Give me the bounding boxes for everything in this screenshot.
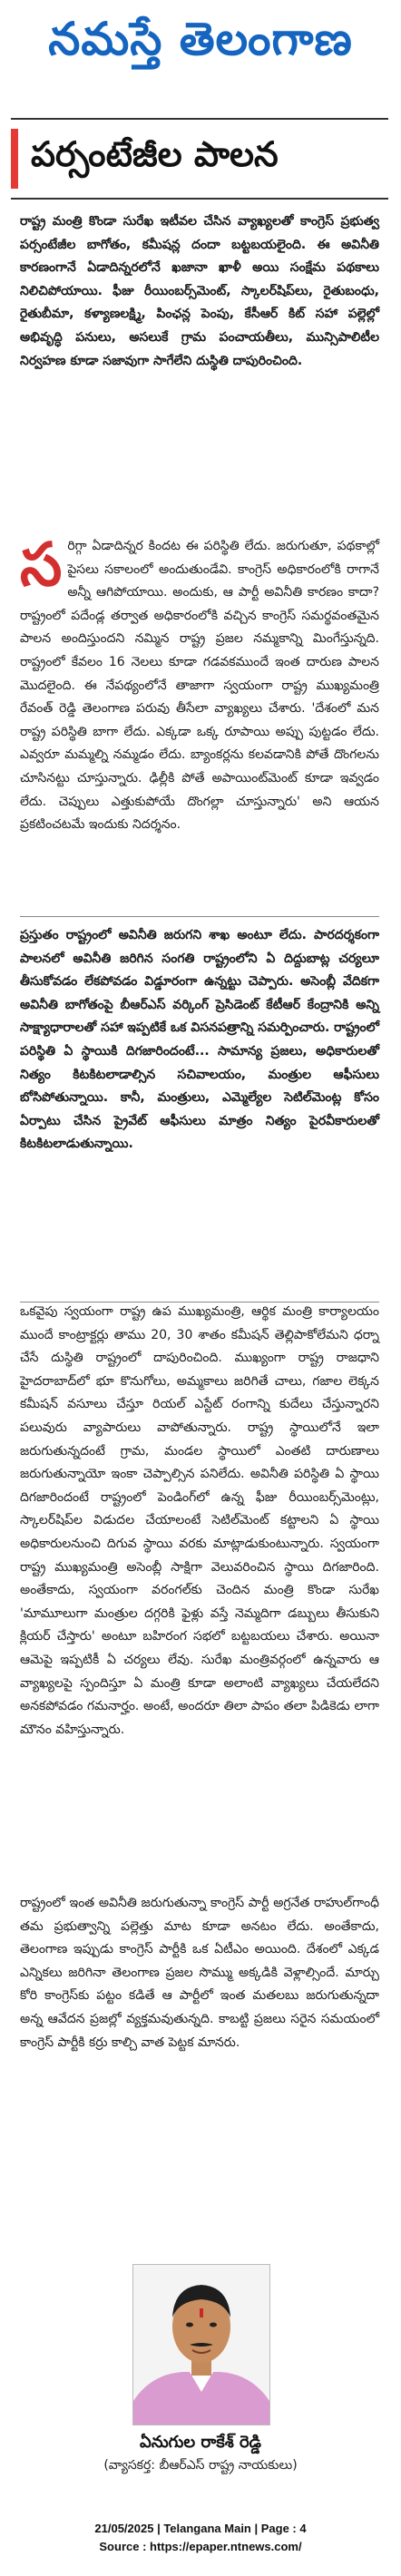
author-role: (వ్యాసకర్త: బీఆర్‌ఎస్ రాష్ట్ర నాయకులు) [103, 2458, 298, 2473]
footer-date-line: 21/05/2025 | Telangana Main | Page : 4 [94, 2522, 307, 2535]
article-lede: రాష్ట్ర మంత్రి కొండా సురేఖ ఇటీవల చేసిన వ్యాఖ్యలతో కాంగ్రెస్ ప్రభుత్వ పర్సంటేజీల బాగోతం, కమీషన్ల దందా బట్టబయలైంది. ఈ అవినీతి కారణంగానే ఏడాదిన్నరలోనే ఖజానా ఖాళీ అయి సంక్షేమ పథకాలు నిలిచిపోయాయి. ఫీజు రీయింబర్స్‌మెంట్, స్కాలర్‌షిప్‌లు, రైతుబంధు, రైతుబీమా, కళ్యాణలక్ష్మి, పింఛన్ల పెంపు, కేసీఆర్ కిట్ సహా పల్లెల్లో అభివృద్ధి పనులు, అసలుకే గ్రామ పంచాయతీలు, మున్సిపాలిటీల నిర్వహణ కూడా సజావుగా సాగేలేని దుస్థితి దాపురించింది. [20, 214, 379, 368]
drop-cap: స [20, 530, 63, 600]
pull-quote-text: ప్రస్తుతం రాష్ట్రంలో అవినీతి జరుగని శాఖ అంటూ లేదు. పారదర్శకంగా పాలనలో అవినీతి జరిగిన సంగతి రాష్ట్రంలోని ఏ దిద్దుబాట్ల చర్యలూ తీసుకోవడం లేకపోవడం విడ్డూరంగా ఉన్నట్టు చెప్పారు. అసెంబ్లీ వేదికగా అవినీతి బాగోతంపై బీఆర్‌ఎస్ వర్కింగ్ ప్రెసిడెంట్ కేటీఆర్ కేంద్రానికి అన్ని సాక్ష్యాధారాలతో సహా ఇప్పటికే ఒక విసనపత్రాన్ని సమర్పించారు. రాష్ట్రంలో పరిస్థితి ఏ స్థాయికి దిగజారిందంటే... సామాన్య ప్రజలు, అధికారులతో నిత్యం కిటకిటలాడాల్సిన సచివాలయం, మంత్రుల ఆఫీసులు బోసిపోతున్నాయి. కానీ, మంత్రులు, ఎమ్మెల్యేల సెటిల్‌మెంట్ల కోసం ఏర్పాటు చేసిన ప్రైవేట్ ఆఫీసులు మాత్రం నిత్యం పైరవీకారులతో కిటకిటలాడుతున్నాయి. [20, 928, 379, 1152]
article-paragraph-1 [20, 530, 379, 837]
footer-source-line: Source : https://epaper.ntnews.com/ [99, 2540, 302, 2553]
author-photo [132, 2264, 270, 2425]
masthead-logo [11, 7, 390, 71]
page-footer [0, 2520, 401, 2556]
paragraph-1-text: రిగ్గా ఏడాదిన్నర కిందట ఈ పరిస్థితి లేదు. జరుగుతూ, పథకాల్లో పైసలు సకాలంలో అందుతుండేవి. కాంగ్రెస్ అధికారంలోకి రాగానే అన్నీ ఆగిపోయాయి. అందుకు, ఆ పార్టీ అవినీతి కారణం కాదా? రాష్ట్రంలో పదేండ్ల తర్వాత అధికారంలోకి వచ్చిన కాంగ్రెస్ సమర్థవంతమైన పాలన అందిస్తుందని నమ్మిన రాష్ట్ర ప్రజల నమ్మకాన్ని మింగేస్తున్నది. రాష్ట్రంలో కేవలం 16 నెలలు కూడా గడవకముందే ఇంత దారుణ పాలన మొదలైంది. ఈ నేపథ్యంలోనే తాజాగా స్వయంగా రాష్ట్ర ముఖ్యమంత్రి రేవంత్ రెడ్డి తెలంగాణ పరువు తీసేలా వ్యాఖ్యలు చేశారు. 'దేశంలో మన రాష్ట్ర పరిస్థితి బాగా లేదు. ఎక్కడా ఒక్క రూపాయి అప్పు పుట్టడం లేదు. ఎవ్వరూ మమ్మల్ని నమ్మడం లేదు. బ్యాంకర్లను కలవడానికి పోతే దొంగలను చూసినట్టు చూస్తున్నారు. ఢిల్లీకి పోతే అపాయింట్‌మెంట్ కూడా ఇవ్వడం లేదు. చెప్పులు ఎత్తుకుపోయే దొంగల్లా చూస్తున్నారు' అని ఆయన ప్రకటించటమే ఇందుకు నిదర్శనం. [20, 539, 379, 833]
pull-quote [20, 916, 379, 1303]
accent-bar [11, 129, 18, 189]
article-paragraph-3: రాష్ట్రంలో ఇంత అవినీతి జరుగుతున్నా కాంగ్రెస్ పార్టీ అగ్రనేత రాహుల్‌గాంధీ తమ ప్రభుత్వాన్ని పల్లెత్తు మాట కూడా అనటం లేదు. అంతేకాదు, తెలంగాణ ఇప్పుడు కాంగ్రెస్ పార్టీకి ఒక ఏటీఎం అయింది. దేశంలో ఎక్కడ ఎన్నికలు జరిగినా తెలంగాణ ప్రజల సొమ్ము అక్కడికి వెళ్లాల్సిందే. మార్చు కోరి కాంగ్రెస్‌కు పట్టం కడితే ఆ పార్టీలో ఇంత మతలబు జరుగుతున్నదా అన్న ఆవేదన ప్రజల్లో వ్యక్తమవుతున్నది. కాబట్టి ప్రజలు సరైన సమయంలో కాంగ్రెస్ పార్టీకి కర్రు కాల్చి వాత పెట్టక మానరు. [20, 1896, 379, 2050]
masthead-title: నమస్తే తెలంగాణ [48, 13, 353, 65]
headline-box [11, 118, 388, 200]
author-portrait-illustration [133, 2265, 269, 2425]
author-name: ఏనుగుల రాకేశ్ రెడ్డి [140, 2433, 261, 2452]
article-paragraph-2: ఒకవైపు స్వయంగా రాష్ట్ర ఉప ముఖ్యమంత్రి, ఆర్థిక మంత్రి కార్యాలయం ముందే కాంట్రాక్టర్లు తాము 20, 30 శాతం కమీషన్ తెల్లిపాకోలేమని ధర్నా చేసే దుస్థితి రాష్ట్రంలో దాపురించింది. ముఖ్యంగా రాష్ట్ర రాజధాని హైదరాబాద్‌లో భూ కొనుగోలు, అమ్మకాలు జరిగితే చాలు, గజాల లెక్కన కమీషన్ వసూలు చేస్తూ రియల్ ఎస్టేట్ రంగాన్ని కుదేలు చేస్తున్నారని పలువురు వ్యాపారులు వాపోతున్నారు. రాష్ట్ర స్థాయిలోనే ఇలా జరుగుతున్నదంటే గ్రామ, మండల స్థాయిలో ఎంతటి దారుణాలు జరుగుతున్నాయో ఇంకా చెప్పాల్సిన పనిలేదు. అవినీతి పరిస్థితి ఏ స్థాయి దిగజారిందంటే రాష్ట్రంలో పెండింగ్‌లో ఉన్న ఫీజు రీయింబర్స్‌మెంట్లు, స్కాలర్‌షిప్‌ల విడుదల చేయాలంటే సెటిల్‌మెంట్ కట్టాలని ఏ స్థాయి అధికారులనుంచి దిగువ స్థాయి వరకు మాట్లాడుకుంటున్నారు. స్వయంగా రాష్ట్ర ముఖ్యమంత్రి అసెంబ్లీ సాక్షిగా వెలువరించిన స్థాయి దిగజారింది. అంతేకాదు, స్వయంగా వరంగల్‌కు చెందిన మంత్రి కొండా సురేఖ 'మామూలుగా మంత్రుల దగ్గరికి ఫైళ్లు వస్తే నెమ్మదిగా డబ్బులు తీసుకుని క్లియర్ చేస్తారు' అంటూ బహిరంగ సభలో బట్టబయలు చేశారు. అయినా ఆమెపై ఇప్పటికీ ఏ చర్యలు లేవు. సురేఖ మంత్రివర్గంలో ఉన్నవారు ఆ వ్యాఖ్యలపై స్పందిస్తూ ఏ మంత్రి కూడా అలాంటి వ్యాఖ్యలు చేయలేదని అనకపోవడం గమనార్హం. అంటే, అందరూ తిలా పాపం తలా పిడికెడు లాగా మౌనం వహిస్తున్నారు. [20, 1304, 379, 1737]
article-headline: పర్సంటేజీల పాలన [31, 134, 279, 174]
